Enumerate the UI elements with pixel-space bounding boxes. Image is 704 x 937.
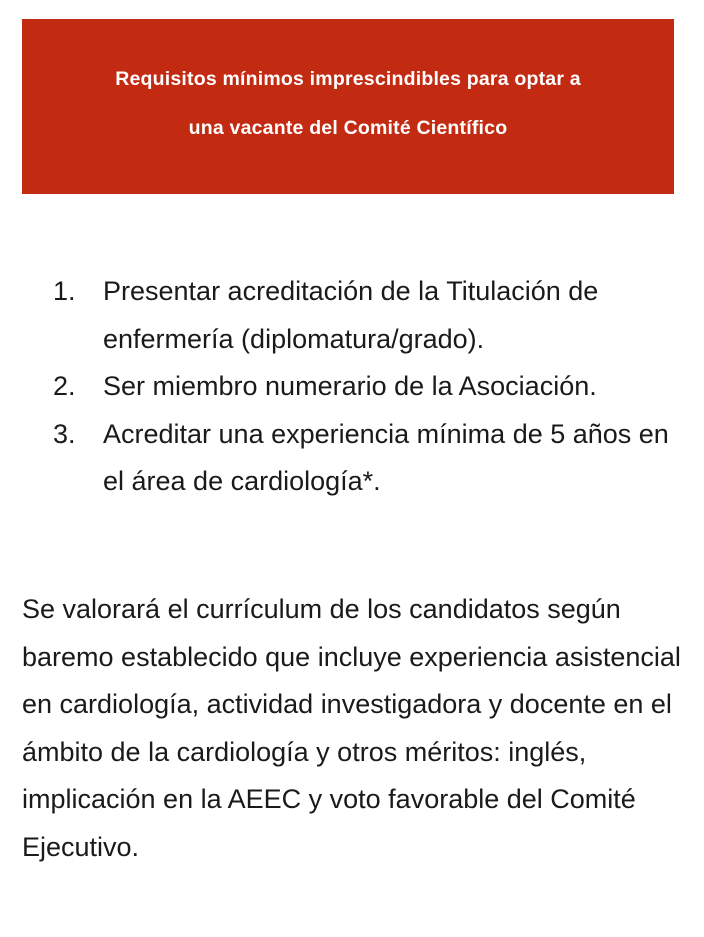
- requirement-text: Ser miembro numerario de la Asociación.: [103, 371, 597, 401]
- requirement-number: 2.: [53, 371, 76, 401]
- requirement-item-2: [0, 363, 704, 411]
- requirements-list: [0, 268, 704, 506]
- requirement-number: 1.: [53, 276, 76, 306]
- banner-title-line-1: Requisitos mínimos imprescindibles para optar a: [115, 68, 581, 90]
- requirement-number: 3.: [53, 418, 76, 449]
- requirement-text: Presentar acreditación de la Titulación de enfermería (diplomatura/grado).: [103, 276, 599, 354]
- requirements-banner: [22, 19, 674, 194]
- requirement-item-1: [0, 268, 704, 363]
- requirement-item-3: [0, 411, 704, 506]
- requirement-text: Acreditar una experiencia mínima de 5 años en el área de cardiología*.: [103, 418, 669, 496]
- banner-title-line-2: una vacante del Comité Científico: [188, 117, 508, 139]
- evaluation-paragraph: Se valorará el currículum de los candidatos según baremo establecido que incluye experiencia asistencial en cardiología, actividad investigadora y docente en el ámbito de la cardiología y otros méritos: inglés, implicación en la AEEC y voto favorable del Comité Ejecutivo.: [22, 594, 681, 862]
